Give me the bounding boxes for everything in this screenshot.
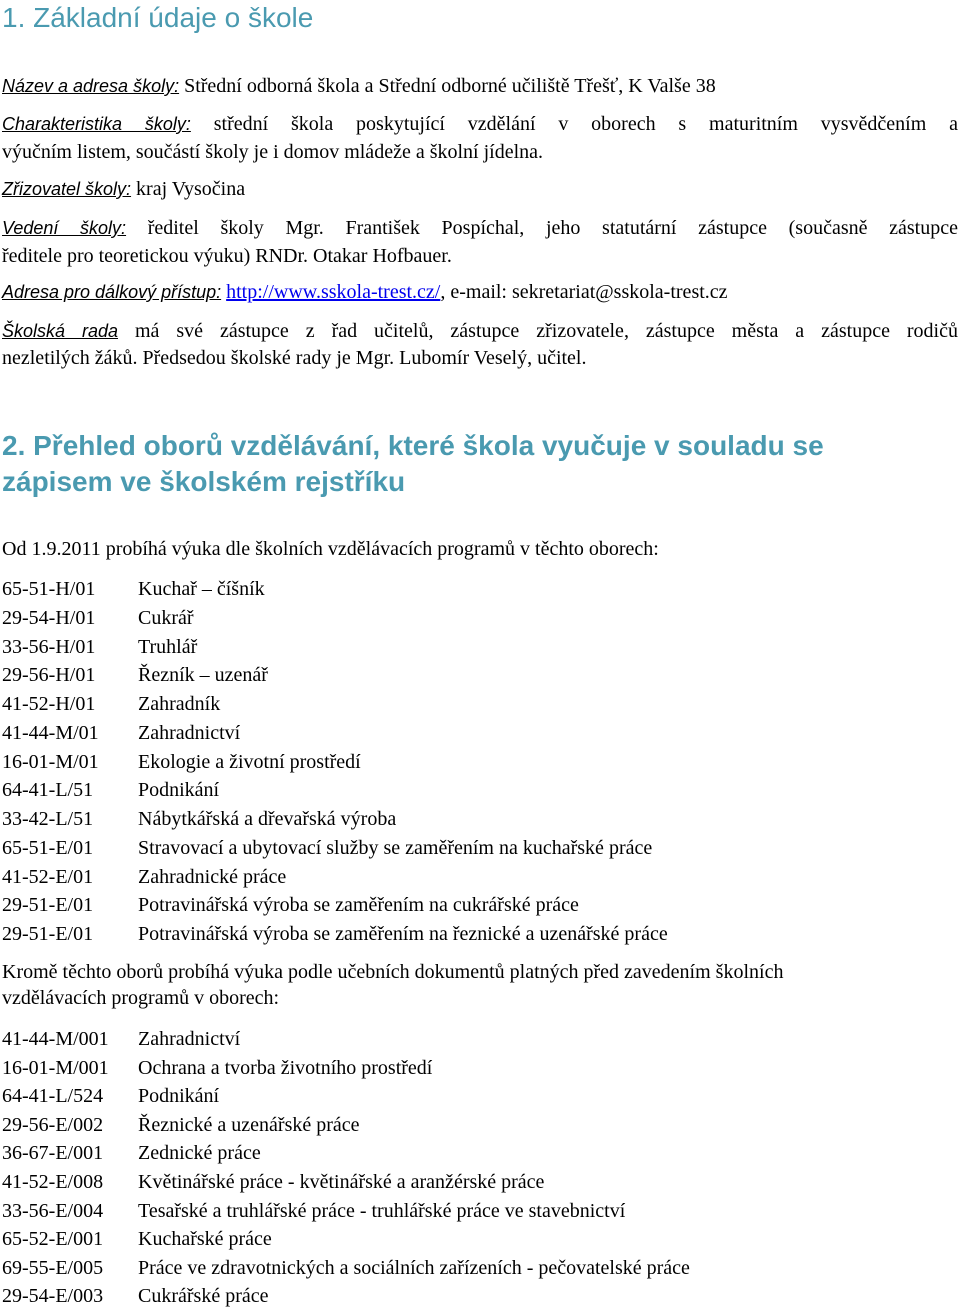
program-code: 41-52-E/008	[2, 1171, 104, 1193]
program-code: 16-01-M/001	[2, 1056, 109, 1079]
founder-label: Zřizovatel školy:	[2, 179, 132, 199]
program-code: 29-54-E/003	[2, 1285, 104, 1308]
program-row	[2, 1027, 240, 1051]
older-programs-intro-line-2: vzdělávacích programů v oborech:	[2, 987, 280, 1009]
program-name: Zahradnictví	[138, 721, 241, 744]
program-code: 41-52-E/01	[2, 865, 94, 888]
founder-line	[2, 177, 245, 201]
program-name: Podnikání	[138, 779, 220, 802]
school-name-line	[2, 74, 716, 98]
program-row	[2, 1141, 261, 1165]
program-code: 65-51-H/01	[2, 578, 96, 600]
program-code: 29-56-E/002	[2, 1113, 104, 1136]
program-code: 29-51-E/01	[2, 894, 94, 917]
program-row	[2, 1056, 432, 1080]
program-row	[2, 692, 220, 716]
program-code: 41-44-M/01	[2, 721, 99, 744]
program-code: 65-51-E/01	[2, 836, 94, 859]
program-name: Ekologie a životní prostředí	[138, 750, 361, 773]
program-row	[2, 577, 265, 601]
program-row	[2, 1284, 269, 1308]
program-code: 33-42-L/51	[2, 808, 94, 830]
program-name: Řezník – uzenář	[138, 664, 268, 687]
program-row	[2, 865, 286, 889]
program-code: 41-44-M/001	[2, 1028, 109, 1050]
program-code: 29-56-H/01	[2, 664, 96, 687]
school-email: , e-mail: sekretariat@sskola-trest.cz	[440, 281, 728, 303]
school-board-label: Školská rada	[2, 321, 119, 341]
program-name: Cukrářské práce	[138, 1285, 269, 1308]
program-name: Cukrář	[138, 606, 194, 629]
founder-value: kraj Vysočina	[131, 178, 246, 200]
program-row	[2, 807, 396, 831]
program-row	[2, 1113, 360, 1137]
school-board-line-1	[2, 319, 958, 343]
section-1-title: 1. Základní údaje o škole	[2, 2, 314, 33]
program-row	[2, 1170, 544, 1194]
school-website-link[interactable]: http://www.sskola-trest.cz/	[226, 281, 441, 303]
school-board-value-1: má své zástupce z řad učitelů, zástupce zřizovatele, zástupce města a zástupce rodičů	[118, 320, 958, 342]
school-characteristics-line-1	[2, 112, 958, 136]
program-row	[2, 721, 240, 745]
older-programs-intro-line-1: Kromě těchto oborů probíhá výuka podle učebních dokumentů platných před zavedením školních	[2, 961, 784, 983]
program-name: Nábytkářská a dřevařská výroba	[138, 808, 397, 830]
program-code: 36-67-E/001	[2, 1142, 104, 1165]
program-name: Zahradník	[138, 693, 221, 715]
program-name: Řeznické a uzenářské práce	[138, 1113, 360, 1136]
program-name: Zahradnické práce	[138, 865, 287, 888]
program-code: 29-51-E/01	[2, 923, 94, 945]
program-name: Ochrana a tvorba životního prostředí	[138, 1056, 433, 1079]
program-row	[2, 1199, 625, 1223]
school-characteristics-label: Charakteristika školy:	[2, 114, 191, 134]
program-code: 69-55-E/005	[2, 1256, 104, 1279]
management-line-2: ředitele pro teoretickou výuku) RNDr. Otakar Hofbauer.	[2, 245, 452, 267]
program-row	[2, 893, 579, 917]
remote-access-label: Adresa pro dálkový přístup:	[2, 282, 222, 302]
program-row	[2, 663, 268, 687]
management-label: Vedení školy:	[2, 218, 127, 238]
school-name-value: Střední odborná škola a Střední odborné učiliště Třešť, K Valše 38	[179, 75, 716, 97]
programs-intro: Od 1.9.2011 probíhá výuka dle školních vzdělávacích programů v těchto oborech:	[2, 538, 659, 560]
program-code: 33-56-E/004	[2, 1199, 104, 1222]
program-code: 16-01-M/01	[2, 750, 99, 773]
program-name: Podnikání	[138, 1085, 220, 1108]
program-name: Květinářské práce - květinářské a aranžérské práce	[138, 1171, 545, 1193]
remote-access-line	[2, 280, 728, 304]
program-row	[2, 635, 197, 659]
school-board-line-2: nezletilých žáků. Předsedou školské rady je Mgr. Lubomír Veselý, učitel.	[2, 347, 587, 369]
program-code: 33-56-H/01	[2, 635, 96, 658]
program-code: 64-41-L/51	[2, 779, 94, 802]
section-2-title-line-2: zápisem ve školském rejstříku	[2, 466, 406, 497]
school-characteristics-value-1: střední škola poskytující vzdělání v oborech s maturitním vysvědčením a	[190, 113, 958, 135]
program-row	[2, 750, 361, 774]
school-characteristics-line-2: výučním listem, součástí školy je i domov mládeže a školní jídelna.	[2, 141, 544, 163]
program-name: Práce ve zdravotnických a sociálních zařízeních - pečovatelské práce	[138, 1256, 690, 1279]
program-row	[2, 778, 219, 802]
management-value-1: ředitel školy Mgr. František Pospíchal, jeho statutární zástupce (současně zástupce	[126, 217, 958, 239]
program-row	[2, 922, 668, 946]
management-line-1	[2, 216, 958, 240]
program-code: 64-41-L/524	[2, 1085, 104, 1108]
program-row	[2, 1256, 690, 1280]
program-name: Zahradnictví	[138, 1028, 241, 1050]
program-code: 41-52-H/01	[2, 693, 96, 715]
program-code: 29-54-H/01	[2, 606, 96, 629]
program-name: Zednické práce	[138, 1142, 261, 1165]
program-code: 65-52-E/001	[2, 1228, 104, 1251]
school-name-label: Název a adresa školy:	[2, 76, 180, 96]
program-name: Kuchař – číšník	[138, 578, 265, 600]
section-2-title-line-1: 2. Přehled oborů vzdělávání, které škola vyučuje v souladu se	[2, 430, 824, 461]
program-row	[2, 836, 652, 860]
program-row	[2, 606, 194, 630]
program-row	[2, 1084, 219, 1108]
program-name: Potravinářská výroba se zaměřením na řeznické a uzenářské práce	[138, 923, 668, 945]
program-name: Kuchařské práce	[138, 1228, 272, 1251]
program-name: Truhlář	[138, 635, 198, 658]
program-name: Tesařské a truhlářské práce - truhlářské práce ve stavebnictví	[138, 1199, 626, 1222]
program-row	[2, 1227, 272, 1251]
program-name: Stravovací a ubytovací služby se zaměřením na kuchařské práce	[138, 836, 653, 859]
program-name: Potravinářská výroba se zaměřením na cukrářské práce	[138, 894, 579, 917]
